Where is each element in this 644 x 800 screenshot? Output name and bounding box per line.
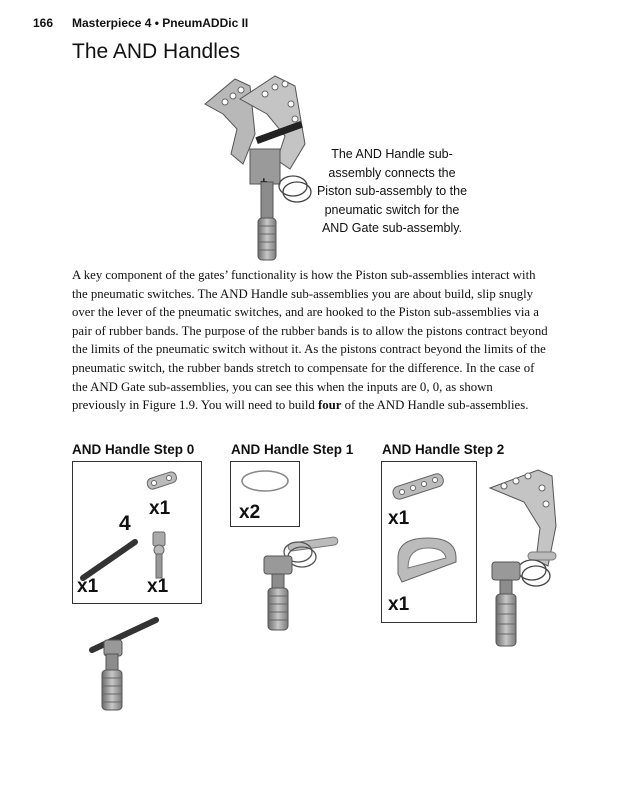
body-bold-word: four — [317, 398, 342, 413]
step-1-parts-box — [230, 461, 300, 527]
page-number: 166 — [33, 16, 54, 30]
beam-part-icon — [145, 470, 179, 492]
step-0-assembly — [88, 616, 168, 712]
qty-label: x1 — [388, 508, 410, 529]
caption-line: AND Gate sub-assembly. — [321, 221, 463, 236]
body-text-part: of the AND Handle sub-assemblies. — [341, 398, 529, 413]
qty-label: x2 — [239, 502, 261, 523]
caption-line: assembly connects the — [328, 165, 456, 180]
step-1-label: AND Handle Step 1 — [231, 442, 354, 457]
d-beam-icon — [392, 534, 462, 586]
step-1-assembly — [258, 530, 342, 634]
figure-caption — [303, 145, 481, 238]
body-paragraph — [72, 266, 548, 415]
section-title: The AND Handles — [72, 40, 241, 63]
running-title: Masterpiece 4 • PneumADDic II — [72, 16, 249, 30]
step-2-parts-box — [381, 461, 477, 623]
qty-label: x1 — [149, 498, 171, 519]
caption-line: pneumatic switch for the — [324, 202, 460, 217]
qty-label: x1 — [77, 576, 99, 597]
short-beam-icon — [390, 470, 446, 504]
qty-label: x1 — [147, 576, 169, 597]
step-2-label: AND Handle Step 2 — [382, 442, 505, 457]
step-0-parts-box — [72, 461, 202, 604]
caption-line: The AND Handle sub- — [331, 147, 453, 161]
connector-part-icon — [149, 530, 169, 580]
step-2-assembly — [478, 466, 568, 652]
part-length-number: 4 — [119, 512, 131, 535]
qty-label: x1 — [388, 594, 410, 615]
body-text-part: A key component of the gates’ functionality is how the Piston sub-assemblies interact with the pneumatic switches. The AND Handle sub-assemblies you are about build, slip snugly over the lever of the pneumatic switches, and are hooked to the Piston sub-assemblies via a pair of rubber bands. The purpose of the rubber bands is to allow the pistons contract beyond the limits of the pneumatic switch without it. As the pistons contract beyond the limits of the pneumatic switch, the rubber bands stretch to compensate for the difference. In the case of the AND Gate sub-assemblies, you can see this when the inputs are 0, 0, as shown previously in Figure 1.9. You will need to build — [72, 268, 548, 413]
rubber-band-icon — [239, 468, 291, 494]
step-0-label: AND Handle Step 0 — [72, 442, 195, 457]
caption-line: Piston sub-assembly to the — [316, 184, 468, 199]
